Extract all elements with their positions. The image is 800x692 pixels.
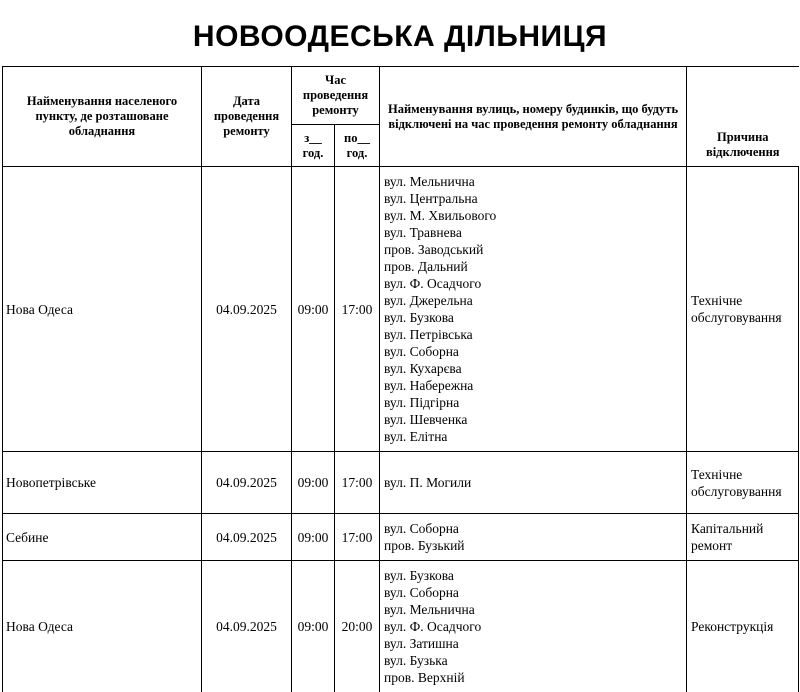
street-item: вул. Соборна xyxy=(384,584,682,601)
header-time: Час проведення ремонту xyxy=(292,67,380,125)
streets-cell xyxy=(380,452,687,514)
header-blank xyxy=(687,67,799,125)
street-item: вул. Джерельна xyxy=(384,292,682,309)
date-cell: 04.09.2025 xyxy=(202,452,292,514)
header-streets: Найменування вулиць, номеру будинків, що будуть відключені на час проведення ремонту обладнання xyxy=(380,67,687,167)
street-item: вул. Бузкова xyxy=(384,567,682,584)
header-date: Дата проведення ремонту xyxy=(202,67,292,167)
header-reason: Причина відключення xyxy=(687,125,799,167)
streets-cell xyxy=(380,561,687,692)
time-from-cell: 09:00 xyxy=(292,167,335,452)
street-item: вул. Мельнична xyxy=(384,601,682,618)
time-to-cell: 17:00 xyxy=(335,167,380,452)
streets-cell xyxy=(380,514,687,561)
time-to-cell: 20:00 xyxy=(335,561,380,692)
outage-schedule-table xyxy=(2,66,799,692)
reason-cell: Капітальний ремонт xyxy=(687,514,799,561)
street-item: вул. Бузкова xyxy=(384,309,682,326)
street-item: вул. М. Хвильового xyxy=(384,207,682,224)
street-item: вул. Бузька xyxy=(384,652,682,669)
street-item: вул. Шевченка xyxy=(384,411,682,428)
time-to-cell: 17:00 xyxy=(335,514,380,561)
street-item: вул. Центральна xyxy=(384,190,682,207)
street-item: вул. Підгірна xyxy=(384,394,682,411)
streets-cell xyxy=(380,167,687,452)
street-item: вул. Травнева xyxy=(384,224,682,241)
reason-cell: Технічне обслуговування xyxy=(687,167,799,452)
reason-cell: Технічне обслуговування xyxy=(687,452,799,514)
settlement-cell: Себине xyxy=(3,514,202,561)
time-from-cell: 09:00 xyxy=(292,514,335,561)
header-time-to: по__ год. xyxy=(335,125,380,167)
table-row xyxy=(3,514,799,561)
street-item: вул. Кухарєва xyxy=(384,360,682,377)
street-item: вул. Соборна xyxy=(384,520,682,537)
settlement-cell: Новопетрівське xyxy=(3,452,202,514)
date-cell: 04.09.2025 xyxy=(202,514,292,561)
date-cell: 04.09.2025 xyxy=(202,167,292,452)
table-row xyxy=(3,561,799,692)
settlement-cell: Нова Одеса xyxy=(3,561,202,692)
street-item: вул. Ф. Осадчого xyxy=(384,275,682,292)
street-item: вул. Набережна xyxy=(384,377,682,394)
time-from-cell: 09:00 xyxy=(292,452,335,514)
table-row xyxy=(3,452,799,514)
street-item: пров. Дальний xyxy=(384,258,682,275)
street-item: вул. Ф. Осадчого xyxy=(384,618,682,635)
settlement-cell: Нова Одеса xyxy=(3,167,202,452)
header-time-from: з__ год. xyxy=(292,125,335,167)
header-row xyxy=(3,67,799,125)
page-title: НОВООДЕСЬКА ДІЛЬНИЦЯ xyxy=(0,20,800,54)
street-item: пров. Заводський xyxy=(384,241,682,258)
table-body xyxy=(3,167,799,692)
street-item: вул. Соборна xyxy=(384,343,682,360)
street-item: вул. Затишна xyxy=(384,635,682,652)
street-item: вул. Елітна xyxy=(384,428,682,445)
reason-cell: Реконструкція xyxy=(687,561,799,692)
table-row xyxy=(3,167,799,452)
time-to-cell: 17:00 xyxy=(335,452,380,514)
street-item: вул. Мельнична xyxy=(384,173,682,190)
date-cell: 04.09.2025 xyxy=(202,561,292,692)
street-item: пров. Бузький xyxy=(384,537,682,554)
time-from-cell: 09:00 xyxy=(292,561,335,692)
street-item: пров. Верхній xyxy=(384,669,682,686)
header-settlement: Найменування населеного пункту, де розташоване обладнання xyxy=(3,67,202,167)
street-item: вул. П. Могили xyxy=(384,474,682,491)
street-item: вул. Петрівська xyxy=(384,326,682,343)
